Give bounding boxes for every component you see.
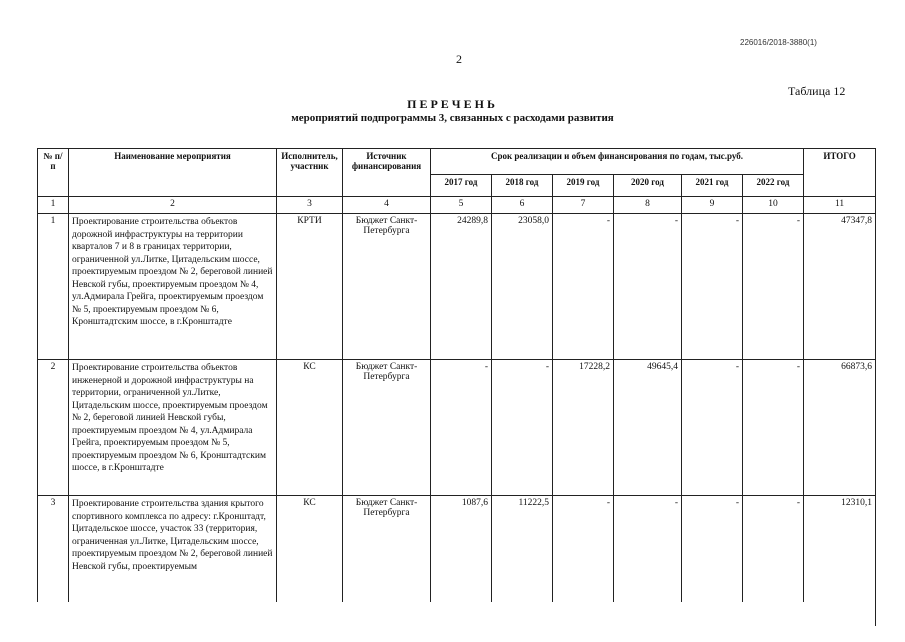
row-source: Бюджет Санкт-Петербурга [343, 214, 431, 360]
row-num: 1 [38, 214, 69, 360]
header-year: 2019 год [553, 175, 614, 197]
column-number: 3 [277, 197, 343, 214]
row-name: Проектирование строительства объектов дорожной инфраструктуры на территории кварталов 7 и 8 в границах территории, ограниченной ул.Литке, Цитадельским шоссе, проектируемым проездом № 2, береговой линией Невской губы, проектируемым проездом № 4, ул.Адмирала Грейга, проектируемым проездом № 5, проектируемым проездом № 6, Кронштадтским шоссе, в г.Кронштадте [69, 214, 277, 360]
row-value: - [614, 496, 682, 626]
row-name: Проектирование строительства здания крытого спортивного комплекса по адресу: г.Кронштадт, Цитадельское шоссе, участок 33 (территория, ограниченная ул.Литке, Цитадельским шоссе, проектируемым проездом № 2, береговой линией Невской губы, проектируемым [69, 496, 277, 626]
row-total: 12310,1 [804, 496, 876, 626]
document-subtitle: мероприятий подпрограммы 3, связанных с расходами развития [291, 112, 614, 124]
column-number: 6 [492, 197, 553, 214]
row-source: Бюджет Санкт-Петербурга [343, 496, 431, 626]
column-number: 9 [682, 197, 743, 214]
column-number: 8 [614, 197, 682, 214]
row-num: 2 [38, 360, 69, 496]
row-value: - [492, 360, 553, 496]
header-total: ИТОГО [804, 149, 876, 197]
page-number: 2 [456, 52, 462, 66]
row-value: - [431, 360, 492, 496]
header-row-1 [38, 149, 876, 175]
column-number: 11 [804, 197, 876, 214]
column-number: 1 [38, 197, 69, 214]
row-value: 17228,2 [553, 360, 614, 496]
row-value: - [553, 496, 614, 626]
column-number: 2 [69, 197, 277, 214]
row-value: - [682, 360, 743, 496]
row-value: - [682, 496, 743, 626]
row-value: 11222,5 [492, 496, 553, 626]
expenses-table [37, 148, 876, 626]
row-value: - [553, 214, 614, 360]
column-number: 4 [343, 197, 431, 214]
header-period: Срок реализации и объем финансирования по годам, тыс.руб. [431, 149, 804, 175]
column-number-row [38, 197, 876, 214]
row-value: - [743, 214, 804, 360]
row-value: 24289,8 [431, 214, 492, 360]
table-row [38, 360, 876, 496]
row-value: - [614, 214, 682, 360]
header-year: 2020 год [614, 175, 682, 197]
table-label: Таблица 12 [788, 84, 846, 98]
header-year: 2018 год [492, 175, 553, 197]
document-title: ПЕРЕЧЕНЬ [407, 97, 498, 111]
column-number: 10 [743, 197, 804, 214]
header-year: 2017 год [431, 175, 492, 197]
row-value: - [682, 214, 743, 360]
document-number: 226016/2018-3880(1) [740, 38, 817, 47]
page-bottom-margin [37, 602, 875, 642]
header-name: Наименование мероприятия [69, 149, 277, 197]
column-number: 5 [431, 197, 492, 214]
header-year: 2022 год [743, 175, 804, 197]
header-year: 2021 год [682, 175, 743, 197]
row-executor: КС [277, 360, 343, 496]
header-executor: Исполнитель, участник [277, 149, 343, 197]
row-num: 3 [38, 496, 69, 626]
row-source: Бюджет Санкт-Петербурга [343, 360, 431, 496]
row-value: 1087,6 [431, 496, 492, 626]
column-number: 7 [553, 197, 614, 214]
header-source: Источник финансирования [343, 149, 431, 197]
row-value: 49645,4 [614, 360, 682, 496]
row-value: 23058,0 [492, 214, 553, 360]
row-name: Проектирование строительства объектов инженерной и дорожной инфраструктуры на территории, ограниченной ул.Литке, Цитадельским шоссе, проектируемым проездом № 2, береговой линией Невской губы, проектируемым проездом № 4, ул.Адмирала Грейга, проектируемым проездом № 5, проектируемым проездом № 6, Кронштадтским шоссе, в г.Кронштадте [69, 360, 277, 496]
header-num: № п/п [38, 149, 69, 197]
row-total: 47347,8 [804, 214, 876, 360]
row-value: - [743, 360, 804, 496]
row-total: 66873,6 [804, 360, 876, 496]
row-executor: КС [277, 496, 343, 626]
row-value: - [743, 496, 804, 626]
table-row [38, 214, 876, 360]
row-executor: КРТИ [277, 214, 343, 360]
